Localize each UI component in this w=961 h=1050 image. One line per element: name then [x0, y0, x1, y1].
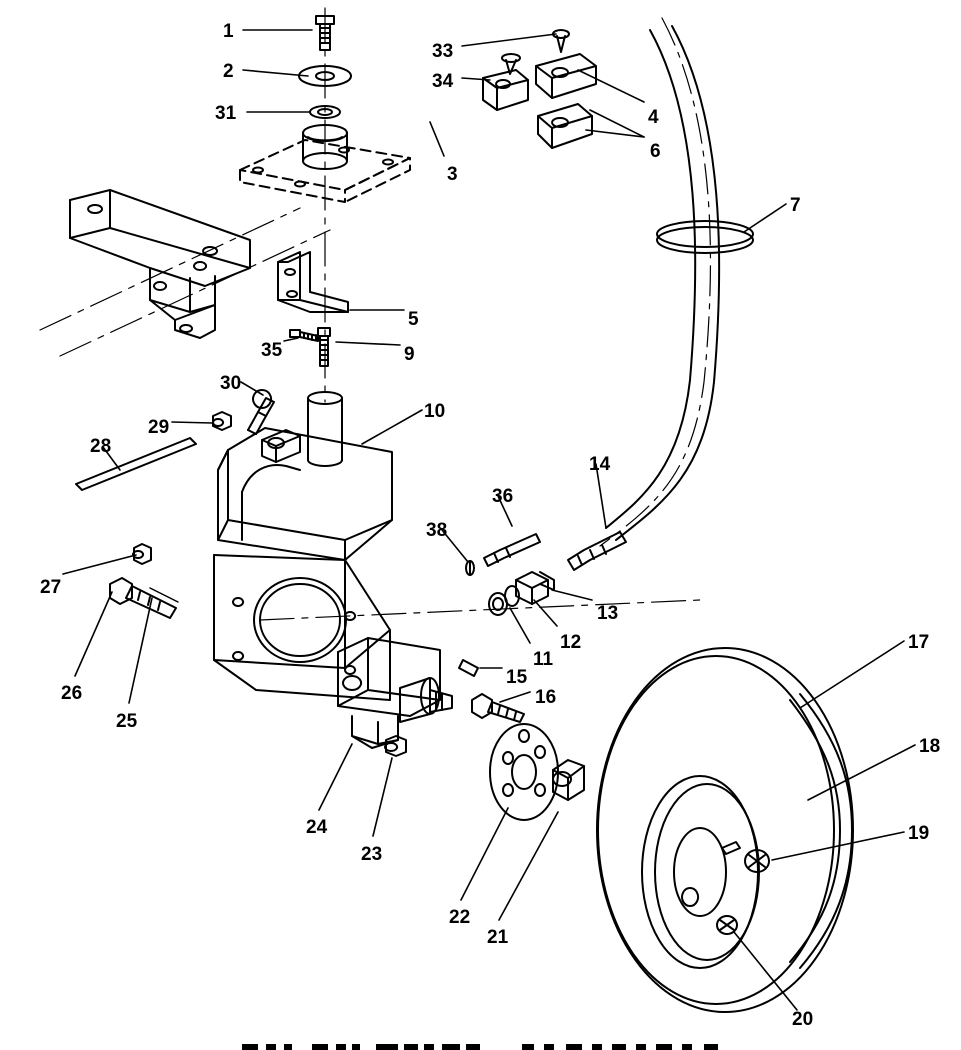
callout-13: 13 — [597, 603, 619, 624]
callout-4: 4 — [648, 107, 659, 128]
callout-leaders — [63, 30, 915, 1010]
frame-bracket — [70, 190, 250, 338]
callout-17: 17 — [908, 632, 930, 653]
part-38-pin — [466, 561, 474, 575]
callout-24: 24 — [306, 817, 328, 838]
callout-26: 26 — [61, 683, 83, 704]
part-9-screw — [318, 328, 330, 366]
part-16-bolt — [472, 694, 524, 722]
callout-10: 10 — [424, 401, 446, 422]
callout-11: 11 — [533, 649, 554, 670]
part-6-clamp-block — [538, 104, 592, 148]
callout-27: 27 — [40, 577, 62, 598]
part-10-housing — [214, 428, 392, 700]
part-36-tube — [484, 534, 540, 566]
part-34-clamp-block — [483, 70, 528, 110]
callout-30: 30 — [220, 373, 242, 394]
callout-36: 36 — [492, 486, 514, 507]
bottom-cropped-caption — [242, 1044, 718, 1050]
callout-2: 2 — [223, 61, 234, 82]
callout-15: 15 — [506, 667, 528, 688]
center-lines — [40, 8, 700, 620]
callout-16: 16 — [535, 687, 557, 708]
part-14-hose-end — [568, 532, 626, 570]
callout-22: 22 — [449, 907, 471, 928]
callout-1: 1 — [223, 21, 234, 42]
callout-28: 28 — [90, 436, 112, 457]
part-5-bracket — [278, 252, 348, 312]
callout-29: 29 — [148, 417, 170, 438]
callout-9: 9 — [404, 344, 415, 365]
callout-31: 31 — [215, 103, 237, 124]
part-27-nut — [133, 544, 151, 564]
part-24-hub-spindle — [338, 638, 452, 748]
callout-38: 38 — [426, 520, 448, 541]
part-4-clamp-block — [536, 54, 596, 98]
callout-3: 3 — [447, 164, 458, 185]
callout-14: 14 — [589, 454, 611, 475]
callout-35: 35 — [261, 340, 283, 361]
part-25-pin — [150, 588, 178, 602]
callout-34: 34 — [432, 71, 454, 92]
part-29-nut — [213, 412, 231, 430]
valve-stem — [722, 842, 740, 854]
hose-routing — [606, 26, 719, 540]
part-23-nut — [385, 736, 406, 756]
hose-centerline — [600, 18, 710, 546]
part-26-bolt — [110, 578, 176, 618]
callout-19: 19 — [908, 823, 930, 844]
callout-7: 7 — [790, 195, 801, 216]
callout-20: 20 — [792, 1009, 814, 1030]
part-7-ring — [657, 221, 753, 253]
callout-23: 23 — [361, 844, 383, 865]
part-18-rim — [642, 776, 759, 968]
callout-25: 25 — [116, 711, 138, 732]
callout-5: 5 — [408, 309, 419, 330]
part-15-key — [459, 660, 478, 676]
part-11-oring — [489, 593, 507, 615]
king-pin-shaft — [308, 392, 342, 466]
part-22-flange — [490, 724, 558, 820]
callout-12: 12 — [560, 632, 582, 653]
part-13-elbow-fitting — [516, 572, 554, 604]
callout-33: 33 — [432, 41, 454, 62]
callout-6: 6 — [650, 141, 661, 162]
callout-21: 21 — [487, 927, 509, 948]
part-30-grease-fitting — [248, 390, 274, 434]
callout-18: 18 — [919, 736, 941, 757]
